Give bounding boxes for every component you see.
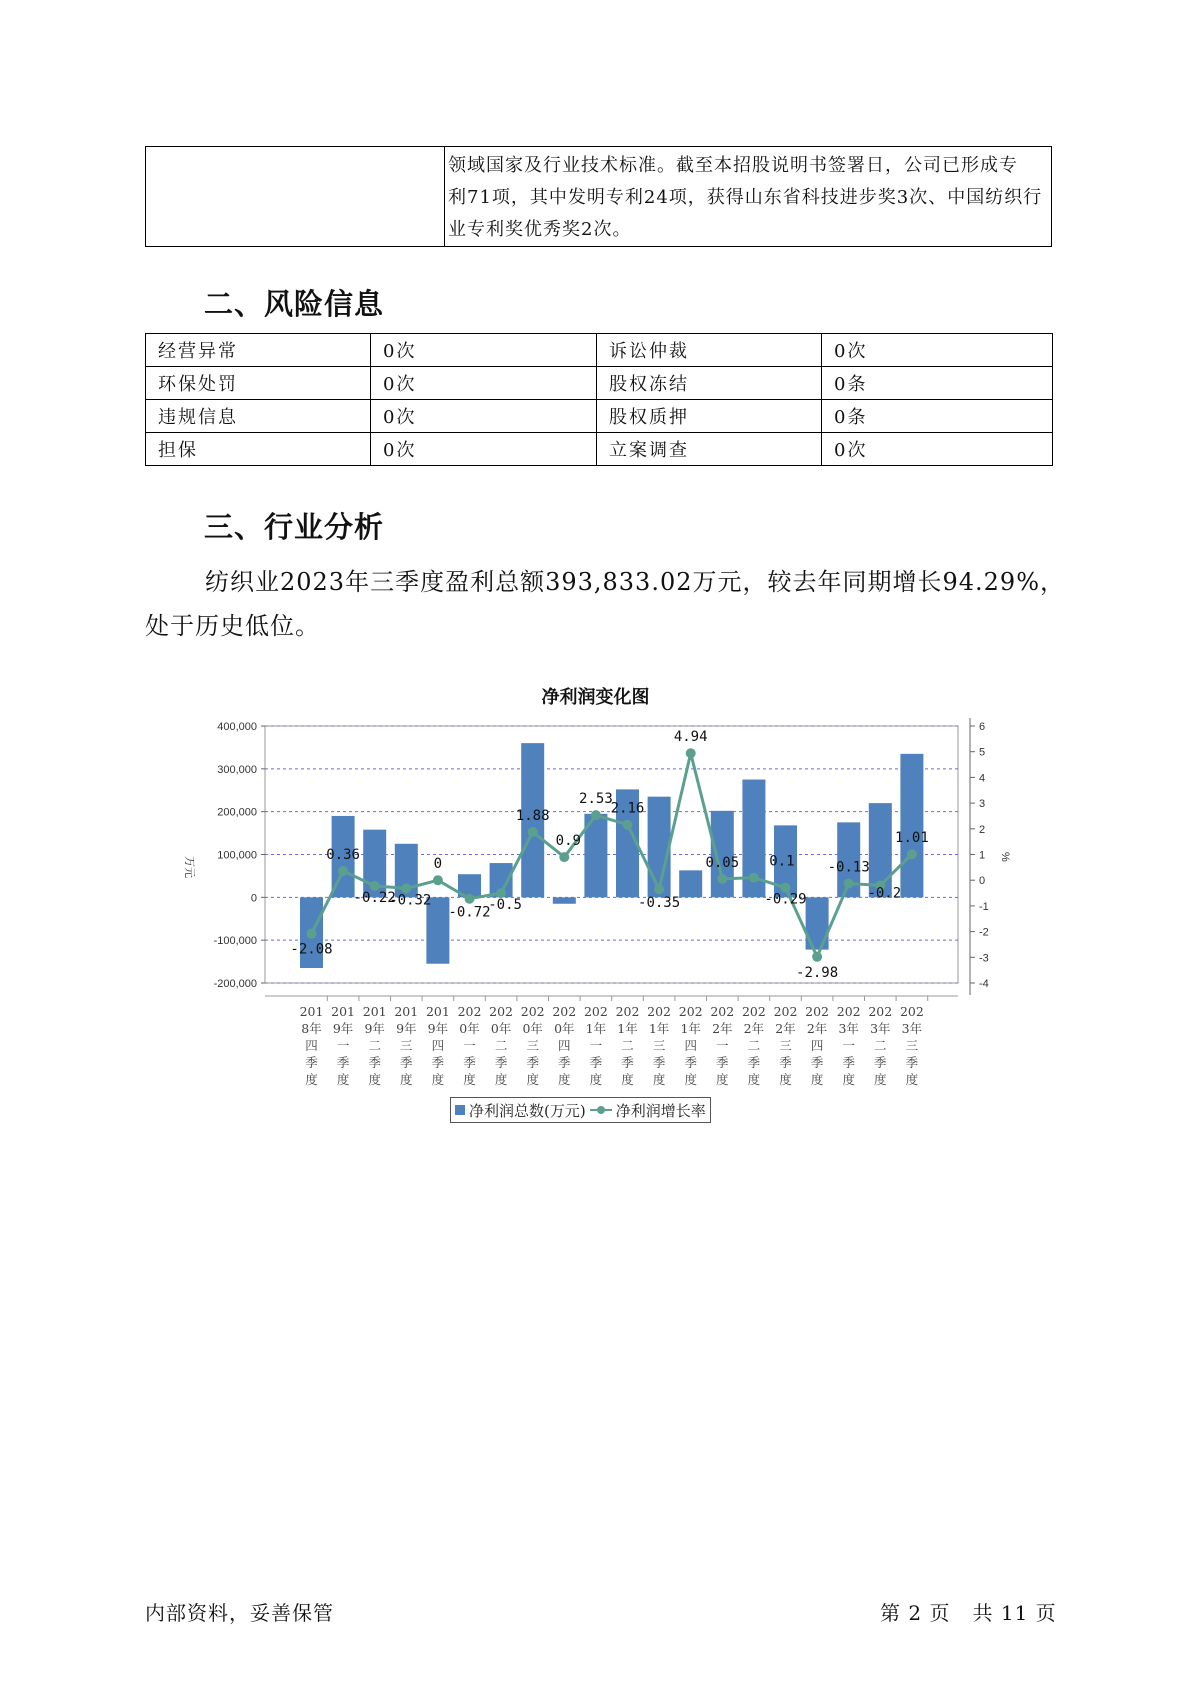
x-tick-label: 0年	[459, 1021, 480, 1036]
industry-paragraph: 纺织业2023年三季度盈利总额393,833.02万元，较去年同期增长94.29%，处于历史低位。	[145, 568, 1066, 640]
y2-tick-label: -3	[979, 952, 989, 965]
growth-rate-label: 4.94	[673, 729, 708, 746]
x-tick-label: 二	[747, 1038, 761, 1053]
x-tick-label: 度	[400, 1072, 413, 1087]
x-tick-label: 201	[362, 1004, 387, 1019]
growth-rate-label: -0.29	[764, 891, 807, 908]
legend-line-label: 净利润增长率	[615, 1101, 706, 1120]
x-tick-label: 季	[463, 1055, 476, 1070]
x-tick-label: 2年	[743, 1021, 765, 1036]
x-tick-label: 一	[842, 1038, 855, 1053]
x-tick-label: 季	[842, 1055, 855, 1070]
x-tick-label: 202	[868, 1004, 893, 1019]
x-tick-label: 季	[747, 1055, 761, 1070]
risk-label: 股权冻结	[597, 367, 822, 400]
industry-heading: 三、行业分析	[204, 510, 385, 544]
x-tick-label: 9年	[332, 1021, 354, 1036]
risk-label: 经营异常	[146, 334, 371, 367]
x-tick-label: 三	[905, 1038, 919, 1053]
x-tick-label: 度	[747, 1072, 761, 1087]
y2-tick-label: -2	[979, 926, 989, 939]
x-tick-label: 度	[652, 1072, 666, 1087]
x-tick-label: 3年	[901, 1021, 923, 1036]
risk-label: 诉讼仲裁	[597, 334, 822, 367]
y2-tick-label: 6	[979, 721, 986, 733]
x-tick-label: 一	[336, 1038, 350, 1053]
risk-label: 违规信息	[146, 400, 371, 433]
x-tick-label: 度	[463, 1072, 476, 1087]
x-tick-label: 2年	[775, 1021, 796, 1036]
x-tick-label: 9年	[364, 1021, 385, 1036]
x-tick-label: 度	[368, 1072, 381, 1087]
x-tick-label: 2年	[806, 1021, 828, 1036]
x-tick-label: 度	[336, 1072, 350, 1087]
x-tick-label: 四	[558, 1038, 571, 1053]
x-tick-label: 季	[336, 1055, 350, 1070]
legend-bar-swatch	[455, 1105, 465, 1115]
x-tick-label: 202	[457, 1004, 482, 1019]
growth-rate-point	[528, 827, 538, 837]
risk-label: 立案调查	[597, 433, 822, 466]
x-tick-label: 1年	[585, 1021, 607, 1036]
growth-rate-label: -0.35	[638, 895, 681, 912]
x-tick-label: 3年	[838, 1021, 859, 1036]
growth-rate-label: 0.36	[326, 846, 360, 863]
x-tick-label: 季	[400, 1055, 413, 1070]
x-tick-label: 四	[305, 1038, 318, 1053]
x-tick-label: 2年	[712, 1021, 733, 1036]
risk-value: 0次	[371, 433, 597, 466]
x-tick-label: 202	[647, 1004, 672, 1019]
x-tick-label: 1年	[648, 1021, 670, 1036]
x-tick-label: 0年	[522, 1021, 543, 1036]
x-tick-label: 一	[589, 1038, 603, 1053]
growth-rate-point	[749, 873, 759, 883]
x-tick-label: 季	[810, 1055, 824, 1070]
x-tick-label: 度	[716, 1072, 729, 1087]
x-tick-label: 9年	[396, 1021, 417, 1036]
x-tick-label: 度	[305, 1072, 318, 1087]
y-tick-label: 300,000	[217, 763, 257, 776]
x-tick-label: 3年	[870, 1021, 891, 1036]
growth-rate-label: 0.05	[705, 854, 740, 871]
bar	[648, 797, 671, 898]
growth-rate-point	[307, 929, 317, 939]
growth-rate-point	[591, 810, 601, 820]
risk-label: 股权质押	[597, 400, 822, 433]
x-tick-label: 1年	[680, 1021, 701, 1036]
x-tick-label: 一	[716, 1038, 729, 1053]
description-line: 领域国家及行业技术标准。截至本招股说明书签署日，公司已形成专	[448, 155, 1018, 176]
growth-rate-label: 0	[433, 856, 443, 873]
x-tick-label: 度	[526, 1072, 539, 1087]
x-tick-label: 季	[684, 1055, 697, 1070]
x-tick-label: 季	[716, 1055, 729, 1070]
y2-tick-label: -4	[979, 978, 989, 990]
growth-rate-label: -0.5	[488, 897, 522, 914]
x-tick-label: 9年	[427, 1021, 449, 1036]
x-tick-label: 202	[741, 1004, 766, 1019]
risk-value: 0次	[371, 367, 597, 400]
x-tick-label: 201	[299, 1004, 324, 1019]
growth-rate-point	[686, 748, 696, 758]
risk-value: 0条	[822, 367, 1053, 400]
x-tick-label: 度	[810, 1072, 824, 1087]
x-tick-label: 二	[874, 1038, 887, 1053]
x-tick-label: 二	[621, 1038, 634, 1053]
x-tick-label: 二	[494, 1038, 508, 1053]
risk-label: 担保	[146, 433, 371, 466]
y-tick-label: 0	[250, 892, 257, 905]
x-tick-label: 度	[589, 1072, 603, 1087]
x-tick-label: 202	[583, 1004, 608, 1019]
growth-rate-label: -0.2	[867, 885, 902, 902]
x-tick-label: 季	[305, 1055, 318, 1070]
x-tick-label: 202	[678, 1004, 703, 1019]
x-tick-label: 度	[431, 1072, 445, 1087]
y-tick-label: -100,000	[213, 935, 257, 948]
x-tick-label: 季	[905, 1055, 919, 1070]
growth-rate-label: -2.08	[290, 941, 333, 958]
y2-tick-label: 2	[979, 823, 986, 836]
bar	[900, 754, 923, 897]
x-tick-label: 季	[779, 1055, 792, 1070]
x-tick-label: 度	[874, 1072, 887, 1087]
x-tick-label: 202	[615, 1004, 640, 1019]
bar	[679, 870, 702, 897]
chart-legend	[450, 1097, 711, 1123]
growth-rate-label: 1.88	[515, 807, 550, 824]
x-tick-label: 季	[368, 1055, 381, 1070]
x-tick-label: 四	[431, 1038, 445, 1053]
y-tick-label: 100,000	[217, 849, 257, 862]
growth-rate-label: 0.9	[555, 833, 581, 850]
growth-rate-label: -0.32	[389, 892, 432, 909]
x-tick-label: 8年	[301, 1021, 322, 1036]
page-number: 第 2 页 共 11 页	[880, 1601, 1057, 1625]
growth-rate-point	[559, 852, 569, 862]
x-tick-label: 1年	[617, 1021, 638, 1036]
risk-label: 环保处罚	[146, 367, 371, 400]
y2-tick-label: 4	[979, 772, 986, 785]
description-line: 业专利奖优秀奖2次。	[448, 219, 632, 240]
growth-rate-label: 2.16	[610, 800, 645, 817]
growth-rate-point	[654, 884, 664, 894]
y2-tick-label: 5	[979, 746, 986, 759]
x-tick-label: 202	[489, 1004, 514, 1019]
x-tick-label: 季	[874, 1055, 887, 1070]
x-tick-label: 季	[589, 1055, 603, 1070]
x-tick-label: 度	[842, 1072, 855, 1087]
growth-rate-label: 2.53	[579, 791, 613, 808]
description-line: 利71项，其中发明专利24项，获得山东省科技进步奖3次、中国纺织行	[448, 187, 1043, 208]
y2-tick-label: 3	[979, 798, 986, 811]
risk-value: 0次	[822, 433, 1053, 466]
x-tick-label: 202	[520, 1004, 545, 1019]
risk-value: 0条	[822, 400, 1053, 433]
y-tick-label: 200,000	[217, 806, 257, 819]
legend-line-swatch	[590, 1104, 612, 1116]
x-tick-label: 度	[621, 1072, 634, 1087]
x-tick-label: 季	[431, 1055, 445, 1070]
growth-rate-point	[844, 879, 854, 889]
x-tick-label: 季	[494, 1055, 508, 1070]
x-tick-label: 度	[494, 1072, 508, 1087]
growth-rate-label: -2.98	[796, 964, 839, 981]
x-tick-label: 四	[684, 1038, 697, 1053]
x-tick-label: 0年	[554, 1021, 575, 1036]
x-tick-label: 季	[558, 1055, 571, 1070]
x-tick-label: 季	[526, 1055, 539, 1070]
risk-value: 0次	[371, 334, 597, 367]
growth-rate-point	[338, 866, 348, 876]
risk-value: 0次	[822, 334, 1053, 367]
growth-rate-label: -0.72	[448, 904, 491, 921]
growth-rate-label: -0.22	[353, 889, 396, 906]
y2-tick-label: -1	[979, 900, 989, 913]
growth-rate-label: 0.1	[769, 853, 795, 870]
x-tick-label: 202	[552, 1004, 577, 1019]
x-tick-label: 201	[331, 1004, 356, 1019]
x-tick-label: 201	[394, 1004, 419, 1019]
x-tick-label: 一	[463, 1038, 476, 1053]
y2-tick-label: 0	[979, 875, 986, 888]
growth-rate-label: 1.01	[895, 830, 929, 847]
x-tick-label: 202	[710, 1004, 735, 1019]
growth-rate-point	[907, 849, 917, 859]
growth-rate-point	[717, 874, 727, 884]
x-tick-label: 三	[400, 1038, 413, 1053]
growth-rate-point	[812, 952, 822, 962]
x-tick-label: 202	[773, 1004, 798, 1019]
x-tick-label: 202	[899, 1004, 924, 1019]
risk-heading: 二、风险信息	[204, 287, 385, 321]
y-tick-label: 400,000	[217, 721, 257, 733]
growth-rate-label: -0.13	[827, 859, 870, 876]
risk-value: 0次	[371, 400, 597, 433]
x-tick-label: 季	[652, 1055, 666, 1070]
bar	[553, 897, 576, 903]
x-tick-label: 三	[652, 1038, 666, 1053]
x-tick-label: 度	[779, 1072, 792, 1087]
x-tick-label: 度	[905, 1072, 919, 1087]
x-tick-label: 二	[368, 1038, 381, 1053]
chart-title: 净利润变化图	[541, 687, 650, 708]
x-tick-label: 202	[805, 1004, 830, 1019]
x-tick-label: 三	[526, 1038, 539, 1053]
x-tick-label: 度	[558, 1072, 571, 1087]
x-tick-label: 度	[684, 1072, 697, 1087]
growth-rate-point	[623, 820, 633, 830]
growth-rate-point	[465, 894, 475, 904]
x-tick-label: 三	[779, 1038, 792, 1053]
y2-axis-title: %	[999, 852, 1011, 862]
y2-tick-label: 1	[979, 849, 986, 862]
growth-rate-point	[433, 875, 443, 885]
y-tick-label: -200,000	[213, 978, 257, 990]
x-tick-label: 四	[810, 1038, 824, 1053]
x-tick-label: 202	[836, 1004, 861, 1019]
x-tick-label: 季	[621, 1055, 634, 1070]
x-tick-label: 0年	[490, 1021, 512, 1036]
footer-confidential: 内部资料，妥善保管	[145, 1601, 334, 1625]
y-axis-title: 万元	[183, 856, 195, 878]
x-tick-label: 201	[425, 1004, 450, 1019]
legend-bar-label: 净利润总数(万元)	[469, 1101, 586, 1120]
